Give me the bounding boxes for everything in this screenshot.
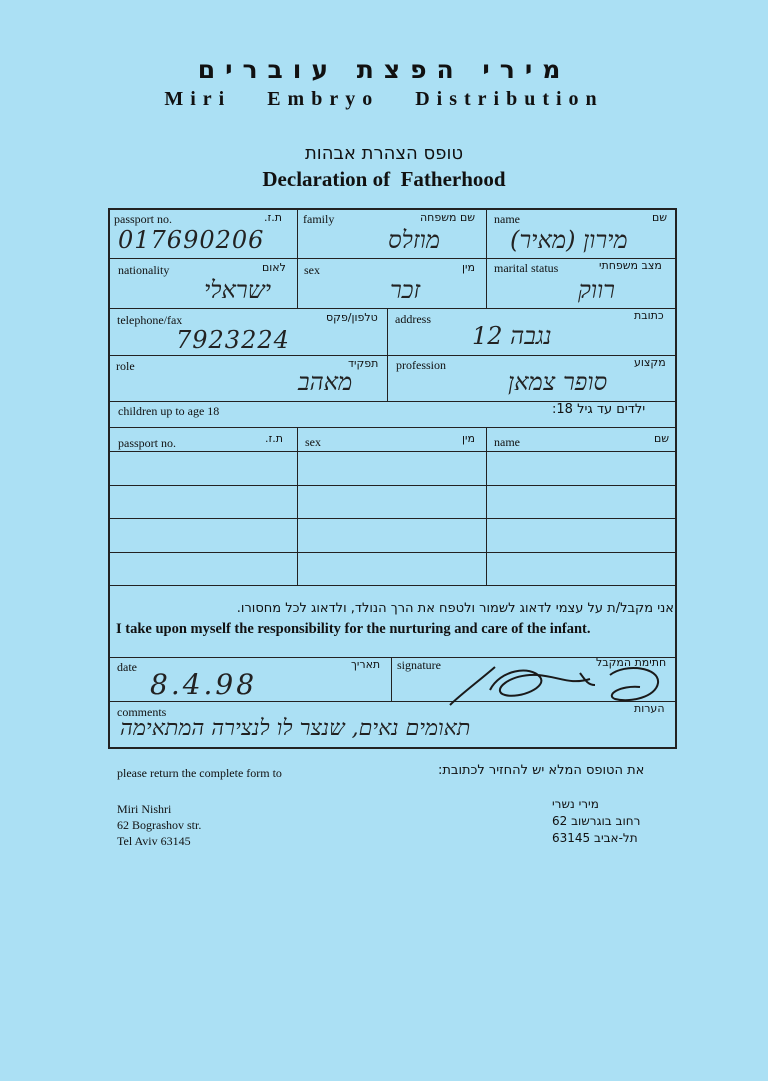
children-passport-header-hebrew: ת.ז.	[265, 432, 284, 445]
address-line: 62 Bograshov str.	[117, 818, 202, 832]
date-value: 8.4.98	[150, 668, 258, 701]
children-passport-header: passport no.	[118, 436, 176, 450]
signature-label: signature	[397, 658, 441, 672]
profession-value: סופר צמאן	[508, 368, 608, 396]
comments-label: comments	[117, 705, 167, 719]
telephone-label: telephone/fax	[117, 313, 183, 327]
return-instruction-hebrew: את הטופס המלא יש להחזיר לכתובת:	[438, 763, 645, 778]
children-sex-header: sex	[305, 435, 321, 449]
name-label-hebrew: שם	[652, 211, 668, 224]
return-address-hebrew	[552, 796, 664, 847]
passport-label: passport no.	[114, 212, 172, 226]
nationality-value: ישראלי	[204, 276, 271, 304]
comments-label-hebrew: הערות	[634, 702, 665, 715]
telephone-label-hebrew: טלפון/פקס	[326, 311, 378, 324]
declaration-english: I take upon myself the responsibility for the nurturing and care of the infant.	[116, 621, 591, 637]
profession-label: profession	[396, 358, 446, 372]
name-value: מירון (מאיר)	[510, 226, 628, 254]
sex-label-hebrew: מין	[462, 261, 475, 274]
family-value: מוזלס	[388, 226, 440, 254]
passport-value: 017690206	[118, 226, 265, 254]
company-name-hebrew: מירי הפצת עוברים	[197, 55, 571, 84]
address-value: נגבה 12	[472, 322, 552, 350]
marital-status-label: marital status	[494, 261, 559, 275]
comments-value: תאומים נאים, שנצר לו לנצירה המתאימה	[120, 716, 471, 741]
role-label: role	[116, 359, 135, 373]
family-label-hebrew: שם משפחה	[420, 211, 476, 224]
address-line: תל-אביב 63145	[552, 831, 638, 845]
address-label-hebrew: כתובת	[634, 309, 664, 322]
marital-status-value: רווק	[578, 276, 615, 304]
children-name-header: name	[494, 435, 520, 449]
children-sex-header-hebrew: מין	[462, 432, 475, 445]
sex-label: sex	[304, 263, 320, 277]
address-line: Tel Aviv 63145	[117, 834, 191, 848]
marital-status-label-hebrew: מצב משפחתי	[599, 259, 662, 272]
form-title-english: Declaration of Fatherhood	[262, 167, 506, 191]
name-label: name	[494, 212, 520, 226]
return-instruction-english: please return the complete form to	[117, 766, 282, 780]
address-line: מירי נשרי	[552, 797, 599, 811]
signature-label-hebrew: חתימת המקבל	[596, 656, 667, 669]
children-label-hebrew: ילדים עד גיל 18:	[552, 402, 646, 417]
telephone-value: 7923224	[176, 326, 290, 354]
company-name-english: Miri Embryo Distribution	[164, 88, 604, 110]
role-label-hebrew: תפקיד	[348, 357, 379, 370]
family-label: family	[303, 212, 335, 226]
date-label-hebrew: תאריך	[351, 658, 381, 671]
children-label: children up to age 18	[118, 404, 220, 418]
nationality-label-hebrew: לאום	[262, 261, 286, 274]
date-label: date	[117, 660, 137, 674]
sex-value: זכר	[390, 276, 421, 304]
profession-label-hebrew: מקצוע	[634, 356, 666, 369]
address-line: רחוב בוגרשוב 62	[552, 814, 641, 828]
nationality-label: nationality	[118, 263, 170, 277]
declaration-hebrew: אני מקבל/ת על עצמי לדאוג לשמור ולטפח את הרך הנולד, ולדאוג לכל מחסורו.	[236, 601, 674, 616]
form-title-hebrew: טופס הצהרת אבהות	[304, 143, 464, 164]
passport-label-hebrew: ת.ז.	[264, 211, 283, 224]
role-value: מאהב	[298, 368, 353, 396]
signature-scribble	[420, 655, 670, 713]
address-label: address	[395, 312, 431, 326]
address-line: Miri Nishri	[117, 802, 172, 816]
children-name-header-hebrew: שם	[654, 432, 670, 445]
return-address-english	[117, 801, 201, 849]
